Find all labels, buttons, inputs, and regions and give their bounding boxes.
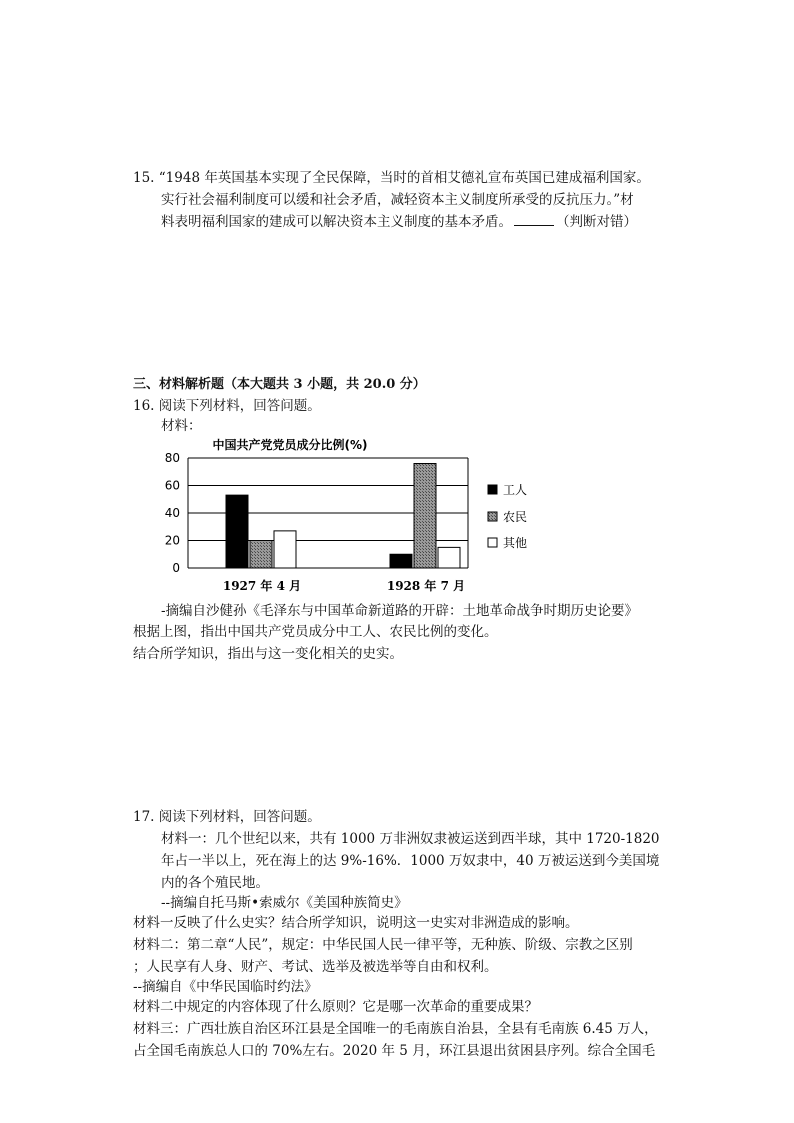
legend-label-2: 其他	[503, 536, 528, 550]
bar-工人-1	[390, 554, 412, 568]
q15-text-3: 料表明福利国家的建成可以解决资本主义制度的基本矛盾。	[161, 214, 512, 230]
bar-农民-0	[250, 541, 272, 569]
q16-material-label: 材料：	[161, 418, 202, 434]
q17-m3-line2: 占全国毛南族总人口的 70%左右。2020 年 5 月，环江县退出贫困县序列。综合全国毛	[133, 1043, 656, 1059]
y-tick-label-0: 0	[172, 561, 180, 575]
legend-label-1: 农民	[503, 510, 528, 524]
q16-number: 16.	[133, 398, 155, 414]
y-tick-label-1: 20	[164, 533, 180, 548]
bar-其他-1	[438, 547, 460, 568]
q15-number: 15.	[133, 170, 155, 186]
party-member-chart	[150, 435, 550, 605]
q17-m1-line2: 年占一半以上，死在海上的达 9%-16%．1000 万奴隶中，40 万被运送到今美国境	[161, 853, 660, 869]
q17-m2-question: 材料二中规定的内容体现了什么原则？它是哪一次革命的重要成果？	[133, 999, 538, 1015]
q17-number: 17.	[133, 809, 155, 825]
q16-intro-line	[133, 396, 321, 416]
q15-line2: 实行社会福利制度可以缓和社会矛盾，减轻资本主义制度所承受的反抗压力。”材	[161, 192, 634, 208]
q15-judge-note: （判断对错）	[556, 214, 637, 230]
q16-question1: 根据上图，指出中国共产党员成分中工人、农民比例的变化。	[133, 624, 498, 640]
legend-swatch-0	[488, 485, 497, 494]
q17-intro: 阅读下列材料，回答问题。	[158, 809, 321, 825]
q17-m1-line1: 材料一：几个世纪以来，共有 1000 万非洲奴隶被运送到西半球，其中 1720-1820	[161, 831, 660, 847]
legend-label-0: 工人	[503, 483, 528, 497]
bar-其他-0	[274, 531, 296, 568]
q17-m2-line2: ；人民享有人身、财产、考试、选举及被选举等自由和权利。	[133, 959, 498, 975]
q16-source: -摘编自沙健孙《毛泽东与中国革命新道路的开辟：土地革命战争时期历史论要》	[161, 603, 639, 619]
y-tick-label-4: 80	[164, 451, 180, 465]
q17-intro-line	[133, 807, 321, 827]
q15-line3	[161, 212, 637, 232]
q16-intro: 阅读下列材料，回答问题。	[158, 398, 321, 414]
q16-question2: 结合所学知识，指出与这一变化相关的史实。	[133, 646, 403, 662]
q17-m1-line3: 内的各个殖民地。	[161, 875, 269, 891]
bar-农民-1	[414, 464, 436, 569]
x-tick-label-1: 1928 年 7 月	[386, 579, 466, 593]
q17-m2-line1: 材料二：第二章“人民”，规定：中华民国人民一律平等，无种族、阶级、宗教之区别	[133, 937, 633, 953]
legend-swatch-2	[488, 538, 497, 547]
x-tick-label-0: 1927 年 4 月	[222, 579, 302, 593]
y-tick-label-2: 40	[164, 506, 180, 520]
q17-m3-line1: 材料三：广西壮族自治区环江县是全国唯一的毛南族自治县，全县有毛南族 6.45 万人，	[133, 1021, 658, 1037]
chart-title: 中国共产党党员成分比例(%)	[212, 438, 368, 452]
q15-text-1: “1948 年英国基本实现了全民保障，当时的首相艾德礼宣布英国已建成福利国家。	[158, 170, 650, 186]
q17-m1-question: 材料一反映了什么史实？结合所学知识，说明这一史实对非洲造成的影响。	[133, 915, 579, 931]
answer-blank[interactable]	[514, 213, 554, 226]
bar-工人-0	[226, 495, 248, 568]
y-tick-label-3: 60	[164, 478, 180, 493]
section-title: 三、材料解析题（本大题共 3 小题，共 20.0 分）	[133, 377, 426, 392]
q15-line1	[133, 168, 650, 188]
q17-m1-source: --摘编自托马斯•索威尔《美国种族简史》	[161, 895, 408, 911]
q17-m2-source: --摘编自《中华民国临时约法》	[133, 979, 318, 995]
legend-swatch-1	[488, 512, 497, 521]
